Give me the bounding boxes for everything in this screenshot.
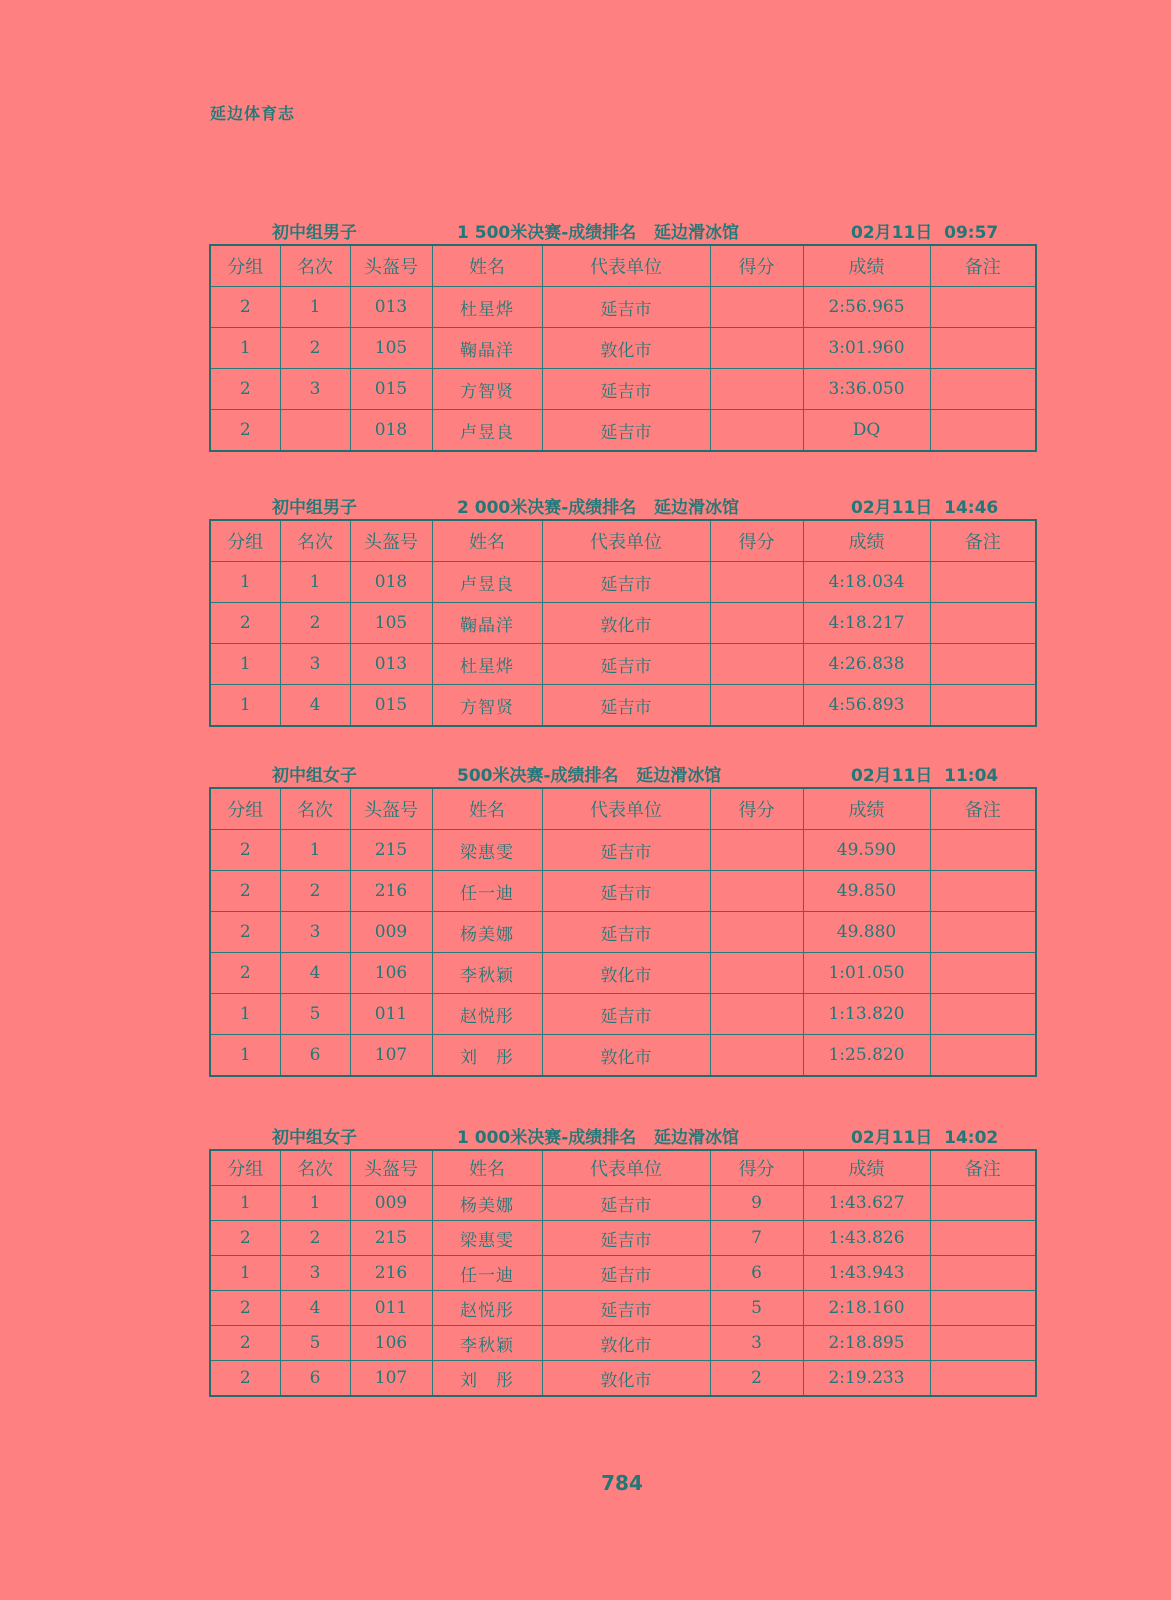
- cell-helmet-number-col: 018: [350, 410, 432, 452]
- cell-group-col: 2: [210, 287, 280, 328]
- table-row: [210, 1035, 1036, 1077]
- cell-result-col: 4:18.217: [803, 603, 930, 644]
- column-header-name-col: 姓名: [432, 788, 542, 830]
- column-header-name-col: 姓名: [432, 520, 542, 562]
- cell-name-col: 杨美娜: [432, 912, 542, 953]
- column-header-name-col: 姓名: [432, 1150, 542, 1186]
- cell-score-col: [710, 685, 803, 727]
- cell-unit-col: 敦化市: [542, 1361, 710, 1397]
- cell-unit-col: 延吉市: [542, 369, 710, 410]
- cell-unit-col: 延吉市: [542, 1256, 710, 1291]
- cell-score-col: 9: [710, 1186, 803, 1221]
- cell-helmet-number-col: 009: [350, 1186, 432, 1221]
- cell-score-col: [710, 830, 803, 871]
- cell-name-col: 任一迪: [432, 1256, 542, 1291]
- cell-group-col: 2: [210, 1291, 280, 1326]
- cell-remark-col: [930, 603, 1036, 644]
- column-header-remark-col: 备注: [930, 520, 1036, 562]
- cell-rank-col: 3: [280, 644, 350, 685]
- cell-remark-col: [930, 953, 1036, 994]
- cell-score-col: [710, 912, 803, 953]
- cell-name-col: 赵悦彤: [432, 994, 542, 1035]
- header-row: [210, 1150, 1036, 1186]
- table-caption: [209, 1119, 1035, 1149]
- cell-name-col: 任一迪: [432, 871, 542, 912]
- cell-unit-col: 延吉市: [542, 994, 710, 1035]
- cell-helmet-number-col: 015: [350, 369, 432, 410]
- table-row: [210, 994, 1036, 1035]
- cell-remark-col: [930, 1361, 1036, 1397]
- column-header-result-col: 成绩: [803, 788, 930, 830]
- cell-unit-col: 敦化市: [542, 328, 710, 369]
- cell-remark-col: [930, 1256, 1036, 1291]
- cell-helmet-number-col: 009: [350, 912, 432, 953]
- table-row: [210, 685, 1036, 727]
- table-row: [210, 830, 1036, 871]
- column-header-remark-col: 备注: [930, 245, 1036, 287]
- cell-result-col: 1:43.826: [803, 1221, 930, 1256]
- cell-rank-col: 4: [280, 1291, 350, 1326]
- cell-remark-col: [930, 1186, 1036, 1221]
- cell-result-col: 1:13.820: [803, 994, 930, 1035]
- cell-helmet-number-col: 011: [350, 994, 432, 1035]
- cell-group-col: 1: [210, 644, 280, 685]
- cell-rank-col: 2: [280, 871, 350, 912]
- cell-result-col: 49.880: [803, 912, 930, 953]
- cell-score-col: [710, 369, 803, 410]
- cell-unit-col: 延吉市: [542, 1221, 710, 1256]
- table-row: [210, 1256, 1036, 1291]
- column-header-score-col: 得分: [710, 788, 803, 830]
- results-table: [209, 519, 1037, 727]
- cell-score-col: 6: [710, 1256, 803, 1291]
- cell-group-col: 2: [210, 410, 280, 452]
- cell-score-col: [710, 287, 803, 328]
- cell-rank-col: 6: [280, 1361, 350, 1397]
- cell-group-col: 2: [210, 830, 280, 871]
- cell-name-col: 鞠晶洋: [432, 328, 542, 369]
- cell-name-col: 刘 彤: [432, 1361, 542, 1397]
- column-header-unit-col: 代表单位: [542, 520, 710, 562]
- column-header-unit-col: 代表单位: [542, 245, 710, 287]
- cell-helmet-number-col: 105: [350, 328, 432, 369]
- cell-result-col: 1:01.050: [803, 953, 930, 994]
- cell-score-col: [710, 562, 803, 603]
- cell-unit-col: 延吉市: [542, 410, 710, 452]
- cell-rank-col: 1: [280, 1186, 350, 1221]
- cell-group-col: 2: [210, 603, 280, 644]
- cell-result-col: 4:26.838: [803, 644, 930, 685]
- cell-score-col: [710, 953, 803, 994]
- cell-group-col: 1: [210, 1035, 280, 1077]
- cell-helmet-number-col: 215: [350, 1221, 432, 1256]
- table-row: [210, 287, 1036, 328]
- cell-helmet-number-col: 015: [350, 685, 432, 727]
- header-row: [210, 245, 1036, 287]
- cell-remark-col: [930, 1035, 1036, 1077]
- results-table: [209, 787, 1037, 1077]
- table-row: [210, 1361, 1036, 1397]
- cell-unit-col: 延吉市: [542, 287, 710, 328]
- cell-helmet-number-col: 216: [350, 871, 432, 912]
- column-header-helmet-number-col: 头盔号: [350, 1150, 432, 1186]
- column-header-helmet-number-col: 头盔号: [350, 520, 432, 562]
- cell-rank-col: 5: [280, 1326, 350, 1361]
- column-header-group-col: 分组: [210, 245, 280, 287]
- caption-time: 02月11日 11:04: [851, 766, 999, 786]
- cell-helmet-number-col: 011: [350, 1291, 432, 1326]
- cell-unit-col: 延吉市: [542, 1291, 710, 1326]
- cell-group-col: 2: [210, 953, 280, 994]
- cell-score-col: [710, 603, 803, 644]
- table-row: [210, 1291, 1036, 1326]
- caption-group: 初中组男子: [272, 223, 357, 243]
- cell-rank-col: 1: [280, 287, 350, 328]
- cell-score-col: [710, 410, 803, 452]
- column-header-score-col: 得分: [710, 1150, 803, 1186]
- cell-group-col: 2: [210, 369, 280, 410]
- caption-event: 500米决赛-成绩排名 延边滑冰馆: [457, 766, 722, 786]
- table-row: [210, 1186, 1036, 1221]
- cell-name-col: 方智贤: [432, 369, 542, 410]
- cell-rank-col: 3: [280, 369, 350, 410]
- cell-score-col: [710, 871, 803, 912]
- cell-remark-col: [930, 685, 1036, 727]
- results-section-1: [209, 214, 1035, 452]
- caption-time: 02月11日 14:46: [851, 498, 999, 518]
- cell-unit-col: 延吉市: [542, 685, 710, 727]
- cell-name-col: 鞠晶洋: [432, 603, 542, 644]
- table-caption: [209, 757, 1035, 787]
- cell-result-col: 1:43.627: [803, 1186, 930, 1221]
- cell-result-col: 3:36.050: [803, 369, 930, 410]
- cell-group-col: 1: [210, 685, 280, 727]
- table-row: [210, 328, 1036, 369]
- cell-rank-col: 5: [280, 994, 350, 1035]
- cell-helmet-number-col: 107: [350, 1035, 432, 1077]
- cell-remark-col: [930, 562, 1036, 603]
- header-row: [210, 788, 1036, 830]
- cell-rank-col: 3: [280, 1256, 350, 1291]
- column-header-rank-col: 名次: [280, 1150, 350, 1186]
- cell-unit-col: 延吉市: [542, 562, 710, 603]
- cell-result-col: 49.590: [803, 830, 930, 871]
- column-header-name-col: 姓名: [432, 245, 542, 287]
- cell-score-col: 7: [710, 1221, 803, 1256]
- cell-unit-col: 延吉市: [542, 830, 710, 871]
- header-row: [210, 520, 1036, 562]
- table-row: [210, 410, 1036, 452]
- cell-result-col: 1:25.820: [803, 1035, 930, 1077]
- table-row: [210, 871, 1036, 912]
- cell-remark-col: [930, 830, 1036, 871]
- cell-result-col: 4:56.893: [803, 685, 930, 727]
- cell-unit-col: 敦化市: [542, 603, 710, 644]
- results-table: [209, 1149, 1037, 1397]
- column-header-unit-col: 代表单位: [542, 788, 710, 830]
- cell-remark-col: [930, 994, 1036, 1035]
- cell-score-col: [710, 328, 803, 369]
- table-row: [210, 1221, 1036, 1256]
- cell-group-col: 2: [210, 1221, 280, 1256]
- cell-remark-col: [930, 369, 1036, 410]
- column-header-group-col: 分组: [210, 520, 280, 562]
- caption-time: 02月11日 09:57: [851, 223, 999, 243]
- cell-name-col: 杜星烨: [432, 644, 542, 685]
- column-header-score-col: 得分: [710, 245, 803, 287]
- cell-unit-col: 延吉市: [542, 1186, 710, 1221]
- cell-remark-col: [930, 1221, 1036, 1256]
- column-header-helmet-number-col: 头盔号: [350, 245, 432, 287]
- caption-time: 02月11日 14:02: [851, 1128, 999, 1148]
- cell-name-col: 卢昱良: [432, 410, 542, 452]
- cell-helmet-number-col: 107: [350, 1361, 432, 1397]
- table-row: [210, 1326, 1036, 1361]
- cell-result-col: 49.850: [803, 871, 930, 912]
- column-header-remark-col: 备注: [930, 788, 1036, 830]
- cell-name-col: 赵悦彤: [432, 1291, 542, 1326]
- cell-unit-col: 敦化市: [542, 953, 710, 994]
- cell-score-col: 3: [710, 1326, 803, 1361]
- cell-group-col: 2: [210, 1361, 280, 1397]
- cell-group-col: 1: [210, 328, 280, 369]
- cell-result-col: 1:43.943: [803, 1256, 930, 1291]
- column-header-result-col: 成绩: [803, 1150, 930, 1186]
- cell-remark-col: [930, 1291, 1036, 1326]
- column-header-result-col: 成绩: [803, 520, 930, 562]
- results-section-2: [209, 489, 1035, 727]
- cell-name-col: 梁惠雯: [432, 1221, 542, 1256]
- cell-group-col: 2: [210, 871, 280, 912]
- table-row: [210, 562, 1036, 603]
- cell-remark-col: [930, 644, 1036, 685]
- cell-remark-col: [930, 871, 1036, 912]
- cell-helmet-number-col: 018: [350, 562, 432, 603]
- running-head: 延边体育志: [210, 104, 296, 123]
- table-row: [210, 644, 1036, 685]
- table-row: [210, 912, 1036, 953]
- caption-event: 1 000米决赛-成绩排名 延边滑冰馆: [457, 1128, 740, 1148]
- table-row: [210, 953, 1036, 994]
- table-row: [210, 369, 1036, 410]
- cell-rank-col: 4: [280, 953, 350, 994]
- cell-helmet-number-col: 013: [350, 287, 432, 328]
- column-header-group-col: 分组: [210, 1150, 280, 1186]
- cell-remark-col: [930, 328, 1036, 369]
- cell-rank-col: 2: [280, 1221, 350, 1256]
- cell-result-col: 2:19.233: [803, 1361, 930, 1397]
- results-section-4: [209, 1119, 1035, 1397]
- cell-helmet-number-col: 215: [350, 830, 432, 871]
- cell-remark-col: [930, 1326, 1036, 1361]
- column-header-score-col: 得分: [710, 520, 803, 562]
- cell-name-col: 杨美娜: [432, 1186, 542, 1221]
- cell-rank-col: 2: [280, 328, 350, 369]
- column-header-group-col: 分组: [210, 788, 280, 830]
- table-caption: [209, 489, 1035, 519]
- cell-name-col: 梁惠雯: [432, 830, 542, 871]
- caption-group: 初中组男子: [272, 498, 357, 518]
- cell-group-col: 1: [210, 1186, 280, 1221]
- cell-unit-col: 延吉市: [542, 871, 710, 912]
- cell-rank-col: 1: [280, 562, 350, 603]
- results-table: [209, 244, 1037, 452]
- column-header-rank-col: 名次: [280, 520, 350, 562]
- cell-name-col: 杜星烨: [432, 287, 542, 328]
- cell-score-col: 2: [710, 1361, 803, 1397]
- cell-result-col: 2:18.160: [803, 1291, 930, 1326]
- cell-group-col: 2: [210, 912, 280, 953]
- column-header-result-col: 成绩: [803, 245, 930, 287]
- cell-unit-col: 敦化市: [542, 1326, 710, 1361]
- cell-remark-col: [930, 410, 1036, 452]
- column-header-unit-col: 代表单位: [542, 1150, 710, 1186]
- cell-result-col: 2:56.965: [803, 287, 930, 328]
- caption-event: 2 000米决赛-成绩排名 延边滑冰馆: [457, 498, 740, 518]
- cell-score-col: [710, 1035, 803, 1077]
- cell-rank-col: [280, 410, 350, 452]
- results-section-3: [209, 757, 1035, 1077]
- column-header-remark-col: 备注: [930, 1150, 1036, 1186]
- column-header-rank-col: 名次: [280, 245, 350, 287]
- caption-group: 初中组女子: [272, 1128, 357, 1148]
- caption-event: 1 500米决赛-成绩排名 延边滑冰馆: [457, 223, 740, 243]
- page-number: 784: [601, 1471, 643, 1495]
- caption-group: 初中组女子: [272, 766, 357, 786]
- cell-result-col: 4:18.034: [803, 562, 930, 603]
- cell-helmet-number-col: 105: [350, 603, 432, 644]
- cell-result-col: 3:01.960: [803, 328, 930, 369]
- cell-name-col: 刘 彤: [432, 1035, 542, 1077]
- cell-name-col: 卢昱良: [432, 562, 542, 603]
- column-header-rank-col: 名次: [280, 788, 350, 830]
- cell-rank-col: 6: [280, 1035, 350, 1077]
- cell-name-col: 李秋颖: [432, 1326, 542, 1361]
- cell-unit-col: 延吉市: [542, 644, 710, 685]
- cell-rank-col: 2: [280, 603, 350, 644]
- cell-remark-col: [930, 287, 1036, 328]
- cell-rank-col: 4: [280, 685, 350, 727]
- cell-group-col: 1: [210, 994, 280, 1035]
- cell-helmet-number-col: 216: [350, 1256, 432, 1291]
- cell-unit-col: 敦化市: [542, 1035, 710, 1077]
- cell-name-col: 方智贤: [432, 685, 542, 727]
- cell-group-col: 2: [210, 1326, 280, 1361]
- table-row: [210, 603, 1036, 644]
- cell-rank-col: 1: [280, 830, 350, 871]
- cell-group-col: 1: [210, 562, 280, 603]
- cell-name-col: 李秋颖: [432, 953, 542, 994]
- cell-helmet-number-col: 106: [350, 1326, 432, 1361]
- cell-score-col: [710, 994, 803, 1035]
- cell-helmet-number-col: 106: [350, 953, 432, 994]
- cell-result-col: DQ: [803, 410, 930, 452]
- cell-helmet-number-col: 013: [350, 644, 432, 685]
- column-header-helmet-number-col: 头盔号: [350, 788, 432, 830]
- cell-remark-col: [930, 912, 1036, 953]
- cell-unit-col: 延吉市: [542, 912, 710, 953]
- cell-group-col: 1: [210, 1256, 280, 1291]
- cell-rank-col: 3: [280, 912, 350, 953]
- cell-score-col: 5: [710, 1291, 803, 1326]
- cell-score-col: [710, 644, 803, 685]
- cell-result-col: 2:18.895: [803, 1326, 930, 1361]
- table-caption: [209, 214, 1035, 244]
